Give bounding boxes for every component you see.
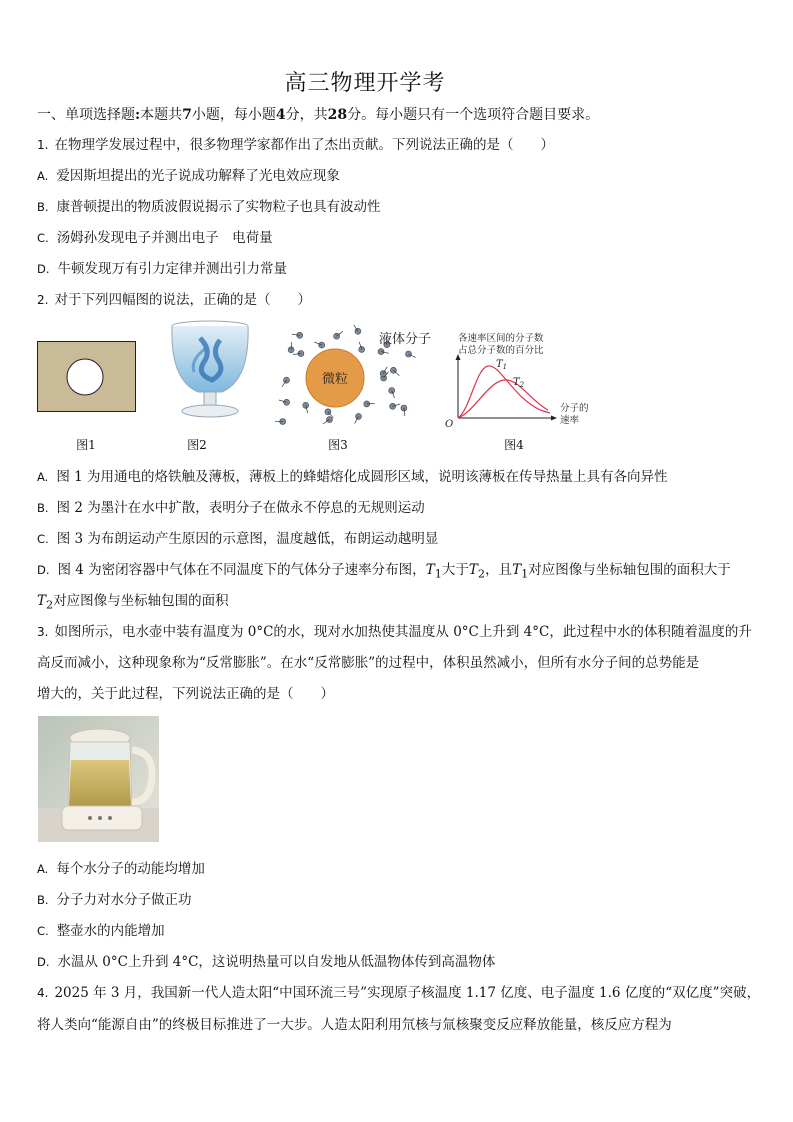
base-button-3 bbox=[108, 816, 112, 820]
liquid-molecule bbox=[284, 399, 290, 405]
section-suffix: 分。每小题只有一个选项符合题目要求。 bbox=[347, 107, 600, 123]
glass-base bbox=[182, 405, 238, 417]
figure-3-brownian bbox=[275, 325, 440, 425]
melted-circle bbox=[67, 359, 103, 395]
fig4-ylabel-1: 各速率区间的分子数 bbox=[458, 333, 544, 344]
q3-option-b[interactable]: B. 分子力对水分子做正功 bbox=[37, 892, 192, 908]
figure-3-caption: 图3 bbox=[328, 438, 348, 452]
fig4-x-arrow bbox=[551, 416, 557, 421]
figure-2-caption: 图2 bbox=[187, 438, 207, 452]
fig4-xlabel-2: 速率 bbox=[560, 415, 580, 426]
page-title: 高三物理开学考 bbox=[284, 71, 446, 96]
section-mid2: 小题，每小题 bbox=[191, 107, 276, 123]
q1-option-c[interactable]: C. 汤姆孙发现电子并测出电子 电荷量 bbox=[37, 230, 273, 246]
fig4-xlabel-1: 分子的 bbox=[560, 403, 589, 414]
section-prefix: 一、单项选择题 bbox=[37, 107, 135, 123]
q1-option-a[interactable]: A. 爱因斯坦提出的光子说成功解释了光电效应现象 bbox=[37, 168, 340, 184]
liquid-molecule bbox=[303, 402, 309, 408]
q2-option-b[interactable]: B. 图 2 为墨汁在水中扩散，表明分子在做永不停息的无规则运动 bbox=[37, 500, 425, 516]
liquid-molecule bbox=[356, 413, 362, 419]
fig4-t1-label: $T_1$ bbox=[496, 359, 508, 371]
q3-option-a[interactable]: A. 每个水分子的动能均增加 bbox=[37, 861, 205, 877]
liquid-molecule bbox=[319, 342, 325, 348]
glass-stem bbox=[204, 392, 216, 406]
q3-option-d[interactable]: D. 水温从 0°C上升到 4°C，这说明热量可以自发地从低温物体传到高温物体 bbox=[37, 954, 496, 970]
molecule-velocity-arrow bbox=[291, 342, 292, 350]
q2-stem: 2. 对于下列四幅图的说法，正确的是（ ） bbox=[37, 292, 311, 308]
fig4-ylabel-2: 占总分子数的百分比 bbox=[458, 345, 544, 356]
q3-stem-line-3: 增大的，关于此过程，下列说法正确的是（ ） bbox=[37, 686, 334, 702]
kettle-tea bbox=[69, 760, 131, 806]
figure-4-caption: 图4 bbox=[504, 438, 524, 452]
section-n: 7 bbox=[182, 107, 192, 123]
q3-option-c[interactable]: C. 整壶水的内能增加 bbox=[37, 923, 165, 939]
molecule-label: 液体分子 bbox=[379, 332, 432, 347]
figure-1-plate bbox=[37, 341, 137, 413]
section-header: 一、单项选择题:本题共7小题，每小题4分，共28分。每小题只有一个选项符合题目要求。 bbox=[37, 107, 600, 123]
q1-stem: 1. 在物理学发展过程中，很多物理学家都作出了杰出贡献。下列说法正确的是（ ） bbox=[37, 137, 554, 153]
section-mid1: 本题共 bbox=[140, 107, 183, 123]
section-mid3: 分，共 bbox=[285, 107, 328, 123]
figure-4-speed-distribution bbox=[440, 330, 600, 430]
q4-line-1: 4. 2025 年 3 月，我国新一代人造太阳“中国环流三号”实现原子核温度 1.17 亿度、电子温度 1.6 亿度的“双亿度”突破， bbox=[37, 985, 761, 1001]
liquid-molecule bbox=[334, 333, 340, 339]
particle-label: 微粒 bbox=[321, 372, 349, 387]
base-button-1 bbox=[88, 816, 92, 820]
q2-option-d[interactable]: D. 图 4 为密闭容器中气体在不同温度下的气体分子速率分布图，$T_1$大于$T_2$，且$T_1$对应图像与坐标轴包围的面积大于 bbox=[37, 562, 731, 581]
q1-option-d[interactable]: D. 牛顿发现万有引力定律并测出引力常量 bbox=[37, 261, 288, 277]
q4-line-2: 将人类向“能源自由”的终极目标推进了一大步。人造太阳利用氘核与氚核聚变反应释放能量，核反应方程为 bbox=[37, 1017, 672, 1033]
q2-option-a[interactable]: A. 图 1 为用通电的烙铁触及薄板，薄板上的蜂蜡熔化成圆形区域，说明该薄板在传导热量上具有各向异性 bbox=[37, 469, 668, 485]
section-points: 4 bbox=[275, 107, 286, 123]
section-total: 28 bbox=[327, 107, 348, 123]
fig4-t2-curve bbox=[458, 380, 548, 418]
kettle-photo bbox=[38, 716, 159, 842]
figure-1-caption: 图1 bbox=[76, 438, 96, 452]
q2-option-d-continued: $T_2$对应图像与坐标轴包围的面积 bbox=[37, 593, 229, 612]
q2-option-c[interactable]: C. 图 3 为布朗运动产生原因的示意图，温度越低，布朗运动越明显 bbox=[37, 531, 439, 547]
q1-option-b[interactable]: B. 康普顿提出的物质波假说揭示了实物粒子也具有波动性 bbox=[37, 199, 381, 215]
figure-2-ink-glass bbox=[160, 320, 260, 420]
glass-bowl bbox=[172, 326, 248, 392]
fig4-origin: O bbox=[445, 419, 454, 430]
base-button-2 bbox=[98, 816, 102, 820]
q3-stem-line-2: 高反而减小，这种现象称为“反常膨胀”。在水“反常膨胀”的过程中，体积虽然减小，但所有水分子间的总势能是 bbox=[37, 655, 700, 671]
q3-stem-line-1: 3. 如图所示，电水壶中装有温度为 0°C的水，现对水加热使其温度从 0°C上升到 4°C，此过程中水的体积随着温度的升 bbox=[37, 624, 752, 640]
fig4-t1-curve bbox=[458, 366, 550, 418]
fig4-t2-label: $T_2$ bbox=[513, 377, 525, 389]
